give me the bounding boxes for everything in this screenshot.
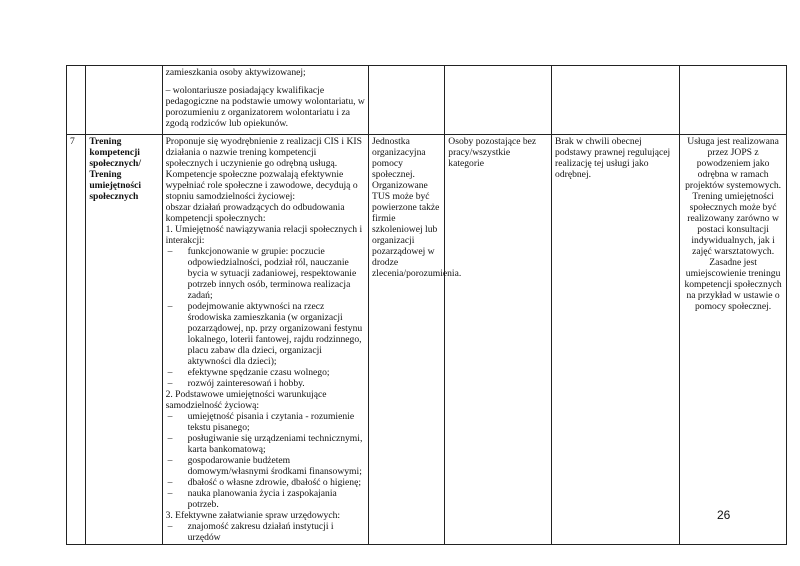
list-item — [166, 301, 365, 367]
desc-section-3: 3. Efektywne załatwianie spraw urzędowych: — [165, 510, 341, 521]
list-item — [166, 521, 365, 543]
list-item — [166, 488, 365, 510]
cell-num-prev — [67, 66, 86, 135]
cell-target-prev — [445, 66, 552, 135]
list3-item-1: znajomość zakresu działań instytucji i urzędów — [187, 521, 334, 543]
page-number: 26 — [717, 508, 731, 522]
desc-intro-1: Proponuje się wyodrębnienie z realizacji CIS i KIS działania o nazwie trening kompetencji społecznych i uczynienie go odrębną usługą. — [165, 136, 362, 169]
list-item — [166, 455, 365, 477]
prev-desc-volunteers: – wolontariusze posiadający kwalifikacje pedagogiczne na podstawie umowy wolontariatu, w porozumieniu z organizatorem wolontariatu i za zgodą rodziców lub opiekunów. — [165, 85, 365, 129]
service-target-group: Osoby pozostające bez pracy/wszystkie kategorie — [445, 135, 552, 545]
service-legal-basis: Brak w chwili obecnej podstawy prawnej regulującej realizację tej usługi jako odrębnej. — [552, 135, 680, 545]
desc-section-2: 2. Podstawowe umiejętności warunkujące samodzielność życiową: — [165, 389, 327, 411]
list-item — [166, 477, 365, 488]
table-row-previous — [67, 66, 787, 135]
dash-glyph: – — [167, 488, 173, 499]
list-item — [166, 246, 365, 301]
dash-glyph: – — [167, 301, 173, 312]
list-item — [166, 378, 365, 389]
list1-item-4: rozwój zainteresowań i hobby. — [187, 378, 305, 389]
dash-glyph: – — [167, 455, 173, 466]
prev-desc-line: zamieszkania osoby aktywizowanej; — [165, 67, 306, 78]
dash-glyph: – — [167, 521, 173, 532]
list1-item-2: podejmowanie aktywności na rzecz środowiska zamieszkania (w organizacji pozarządowej, np. przy organizowani festynu lokalnego, loterii fantowej, rajdu rodzinnego, placu zabaw dla dzieci, organizacji aktywności dla dzieci); — [187, 301, 363, 367]
services-table — [66, 65, 787, 545]
dash-glyph: – — [167, 411, 173, 422]
desc-intro-3: obszar działań prowadzących do odbudowania kompetencji społecznych: — [165, 202, 345, 224]
service-provider: Jednostka organizacyjna pomocy społecznej. Organizowane TUS może być powierzone także firmie szkoleniowej lub organizacji pozarządowej w drodze zlecenia/porozumienia. — [369, 135, 445, 545]
dash-glyph: – — [167, 367, 173, 378]
service-description — [162, 135, 368, 545]
list-item — [166, 411, 365, 433]
desc-section-1: 1. Umiejętność nawiązywania relacji społecznych i interakcji: — [165, 224, 363, 246]
list2-item-5: nauka planowania życia i zaspokajania potrzeb. — [187, 488, 337, 510]
cell-desc-prev — [162, 66, 368, 135]
list-item — [166, 433, 365, 455]
dash-glyph: – — [167, 378, 173, 389]
row-number: 7 — [67, 135, 86, 545]
dash-glyph: – — [167, 433, 173, 444]
cell-who-prev — [369, 66, 445, 135]
cell-name-prev — [86, 66, 162, 135]
list2-item-1: umiejętność pisania i czytania - rozumienie tekstu pisanego; — [187, 411, 355, 433]
cell-legal-prev — [552, 66, 680, 135]
list2-item-4: dbałość o własne zdrowie, dbałość o higienę; — [187, 477, 362, 488]
desc-intro-2: Kompetencje społeczne pozwalają efektywnie wypełniać role społeczne i zawodowe, decydują o stopniu samodzielności życiowej: — [165, 169, 358, 202]
dash-glyph: – — [167, 246, 173, 257]
service-name: Trening kompetencji społecznych/ Trening umiejętności społecznych — [86, 135, 162, 545]
list2-item-2: posługiwanie się urządzeniami technicznymi, karta bankomatową; — [187, 433, 363, 455]
table-row-7 — [67, 135, 787, 545]
list1-item-1: funkcjonowanie w grupie: poczucie odpowiedzialności, podział ról, nauczanie bycia w sytuacji zadaniowej, respektowanie potrzeb innych osób, terminowa realizacja zadań; — [187, 246, 357, 301]
dash-glyph: – — [167, 477, 173, 488]
list2-item-3: gospodarowanie budżetem domowym/własnymi środkami finansowymi; — [187, 455, 362, 477]
cell-notes-prev — [680, 66, 787, 135]
service-notes: Usługa jest realizowana przez JOPS z powodzeniem jako odrębna w ramach projektów systemowych. Trening umiejętności społecznych może być realizowany zarówno w postaci konsultacji indywidualnych, jak i zajęć warsztatowych. Zasadne jest umiejscowienie treningu kompetencji społecznych na przykład w ustawie o pomocy społecznej. — [680, 135, 787, 545]
list-item — [166, 367, 365, 378]
list1-item-3: efektywne spędzanie czasu wolnego; — [187, 367, 330, 378]
